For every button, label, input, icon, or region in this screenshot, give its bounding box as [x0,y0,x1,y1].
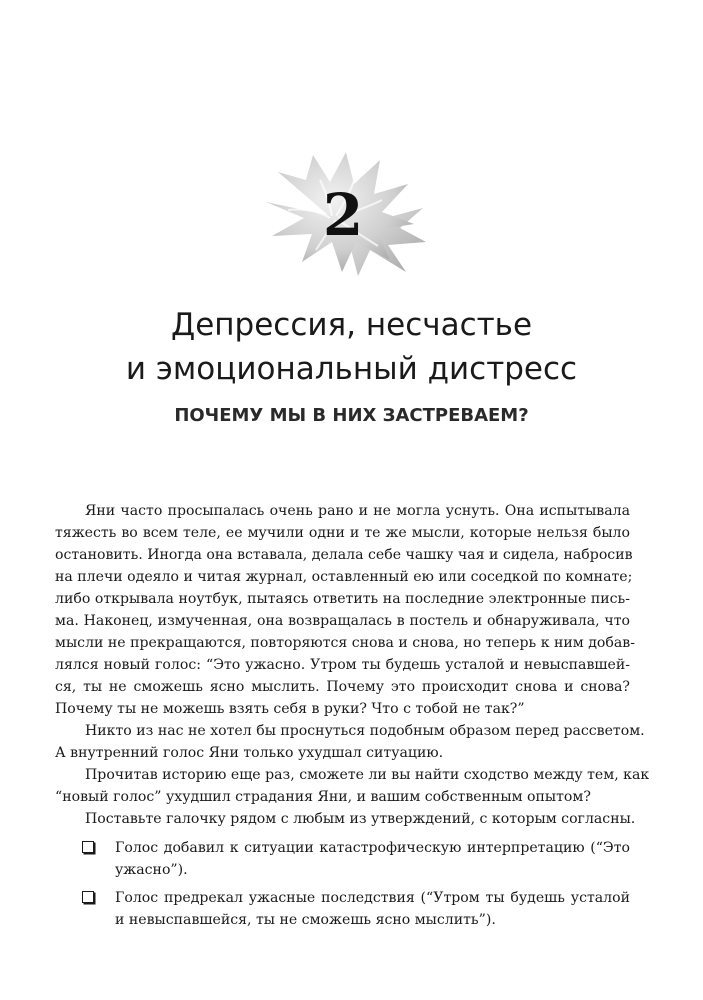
text-line: Яни часто просыпалась очень рано и не могла уснуть. Она испытывала [85,503,630,519]
checklist-item-text: и невыспавшейся, ты не сможешь ясно мыслить”). [115,912,496,928]
text-line: “новый голос” ухудшил страдания Яни, и вашим собственным опытом? [55,789,591,805]
checklist-item-text: Голос предрекал ужасные последствия (“Утром ты будешь усталой [115,890,630,906]
text-line: мысли не прекращаются, повторяются снова и снова, но теперь к ним добав- [55,635,635,651]
text-line: А внутренний голос Яни только ухудшал ситуацию. [55,745,444,761]
checklist-item-text: ужасно”). [115,862,188,878]
body-text [55,500,650,931]
checklist-item[interactable] [55,887,630,931]
text-line: Прочитав историю еще раз, сможете ли вы найти сходство между тем, как [85,767,650,783]
chapter-title-line-1: Депрессия, несчастье [170,307,533,343]
chapter-number: 2 [322,181,364,249]
paragraph-1 [55,500,635,720]
chapter-emblem [258,150,428,280]
text-line: Никто из нас не хотел бы проснуться подобным образом перед рассветом. [85,723,645,739]
text-line: Почему ты не можешь взять себя в руки? Что с тобой не так?” [55,701,525,717]
text-line: на плечи одеяло и читая журнал, оставленный ею или соседкой по комнате; [55,569,633,585]
text-line: тяжесть во всем теле, ее мучили одни и те же мысли, которые нельзя было [55,525,630,541]
text-line: ся, ты не сможешь ясно мыслить. Почему это происходит снова и снова? [55,679,630,695]
checkbox-icon[interactable] [82,891,94,903]
checkbox-icon[interactable] [82,841,94,853]
text-line: Поставьте галочку рядом с любым из утверждений, с которым согласны. [85,811,636,827]
checklist-item-text: Голос добавил к ситуации катастрофическую интерпретацию (“Это [115,840,630,856]
paragraph-2 [55,720,645,764]
text-line: остановить. Иногда она вставала, делала себе чашку чая и сидела, набросив [55,547,633,563]
paragraph-4 [55,808,636,830]
paragraph-3 [55,764,650,808]
text-line: лялся новый голос: “Это ужасно. Утром ты будешь усталой и невыспавшей- [55,657,630,673]
chapter-title-line-2: и эмоциональный дистресс [125,351,578,387]
text-line: ма. Наконец, измученная, она возвращалась в постель и обнаруживала, что [55,613,630,629]
chapter-subtitle: ПОЧЕМУ МЫ В НИХ ЗАСТРЕВАЕМ? [174,405,529,426]
chapter-title [40,303,663,391]
text-line: либо открывала ноутбук, пытаясь ответить на последние электронные пись- [55,591,630,607]
checklist-item[interactable] [55,837,630,881]
